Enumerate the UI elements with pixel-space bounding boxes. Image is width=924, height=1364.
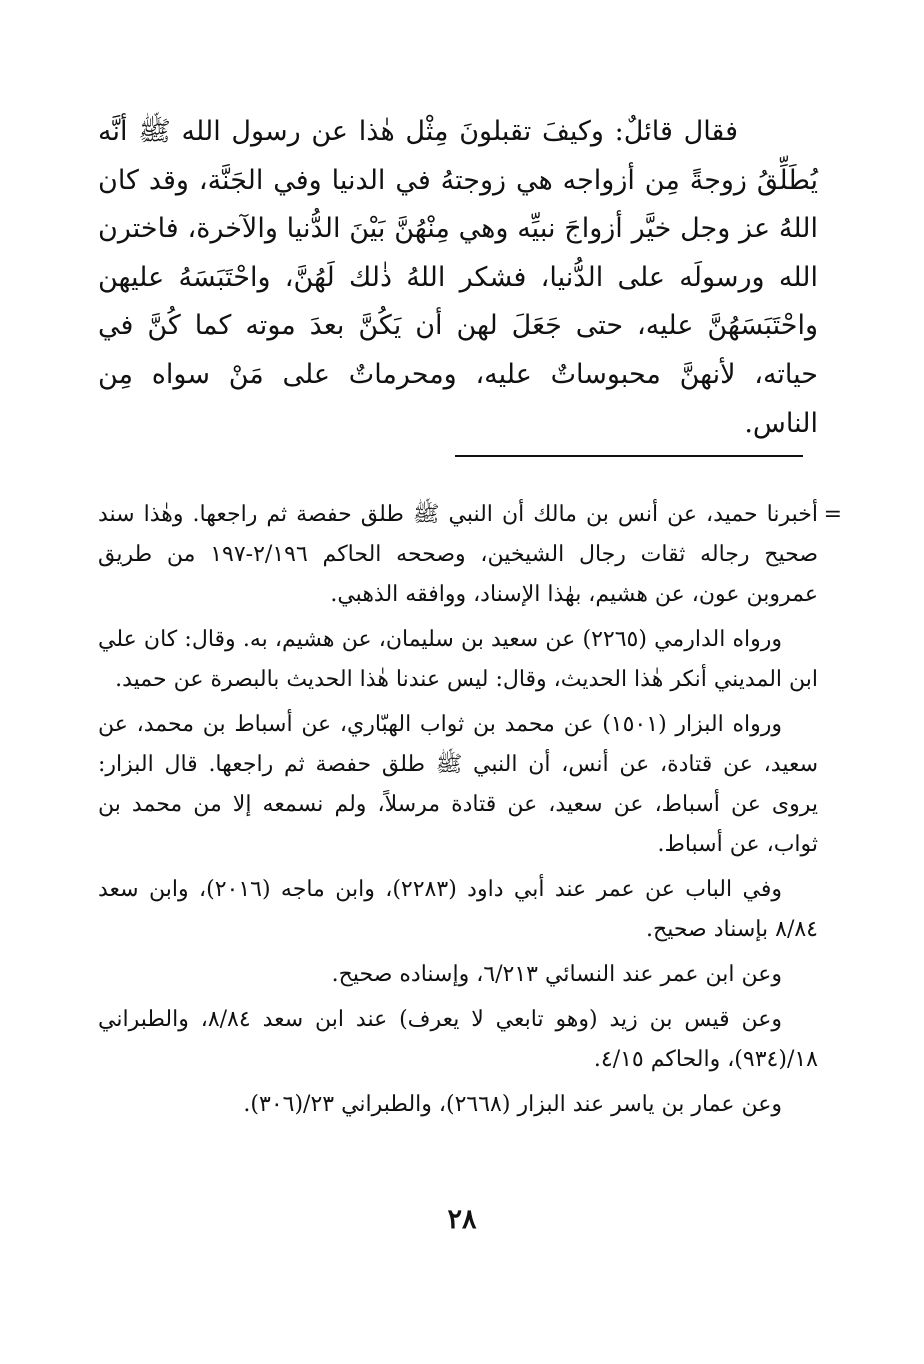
footnote-continuation xyxy=(98,495,842,615)
footnote-umar: وفي الباب عن عمر عند أبي داود (٢٢٨٣)، وابن ماجه (٢٠١٦)، وابن سعد ٨/٨٤ بإسناد صحيح. xyxy=(98,877,818,942)
footnote-ammar: وعن عمار بن ياسر عند البزار (٢٦٦٨)، والطبراني ٢٣/(٣٠٦). xyxy=(243,1092,782,1117)
continuation-mark: = xyxy=(823,502,842,527)
page-number: ٢٨ xyxy=(447,1204,477,1235)
main-text-block xyxy=(98,108,818,448)
footnote-darimi: ورواه الدارمي (٢٢٦٥) عن سعيد بن سليمان، عن هشيم، به. وقال: كان علي ابن المديني أنكر هٰذا الحديث، وقال: ليس عندنا هٰذا الحديث بالبصرة عن حميد. xyxy=(98,627,818,692)
footnote-ibn-umar: وعن ابن عمر عند النسائي ٦/٢١٣، وإسناده صحيح. xyxy=(331,962,782,987)
main-paragraph: فقال قائلٌ: وكيفَ تقبلونَ مِثْل هٰذا عن رسول الله ﷺ أنَّه يُطَلِّقُ زوجةً مِن أزواجه هي زوجتهُ في الدنيا وفي الجَنَّة، وقد كان اللهُ عز وجل خيَّر أزواجَ نبيِّه وهي مِنْهُنَّ بَيْنَ الدُّنيا والآخرة، فاخترن الله ورسولَه على الدُّنيا، فشكر اللهُ ذٰلك لَهُنَّ، واحْتَبَسَهُ عليهن واحْتَبَسَهُنَّ عليه، حتى جَعَلَ لهن أن يَكُنَّ بعدَ موته كما كُنَّ في حياته، لأنهنَّ محبوساتٌ عليه، ومحرماتٌ على مَنْ سواه مِن الناس. xyxy=(98,116,818,439)
footnote-separator xyxy=(455,455,803,457)
footnote-bazzar: ورواه البزار (١٥٠١) عن محمد بن ثواب الهبّاري، عن أسباط بن محمد، عن سعيد، عن قتادة، عن أنس، أن النبي ﷺ طلق حفصة ثم راجعها. قال البزار: يروى عن أسباط، عن سعيد، عن قتادة مرسلاً، ولم نسمعه إلا من محمد بن ثواب، عن أسباط. xyxy=(98,712,818,857)
footnotes-block xyxy=(98,495,842,1130)
footnote-qays: وعن قيس بن زيد (وهو تابعي لا يعرف) عند ابن سعد ٨/٨٤، والطبراني ١٨/(٩٣٤)، والحاكم ٤/١٥. xyxy=(98,1007,818,1072)
footnote-continuation-text: أخبرنا حميد، عن أنس بن مالك أن النبي ﷺ طلق حفصة ثم راجعها. وهٰذا سند صحيح رجاله ثقات رجال الشيخين، وصححه الحاكم ٢/١٩٦-١٩٧ من طريق عمروبن عون، عن هشيم، بهٰذا الإسناد، ووافقه الذهبي. xyxy=(98,502,819,607)
